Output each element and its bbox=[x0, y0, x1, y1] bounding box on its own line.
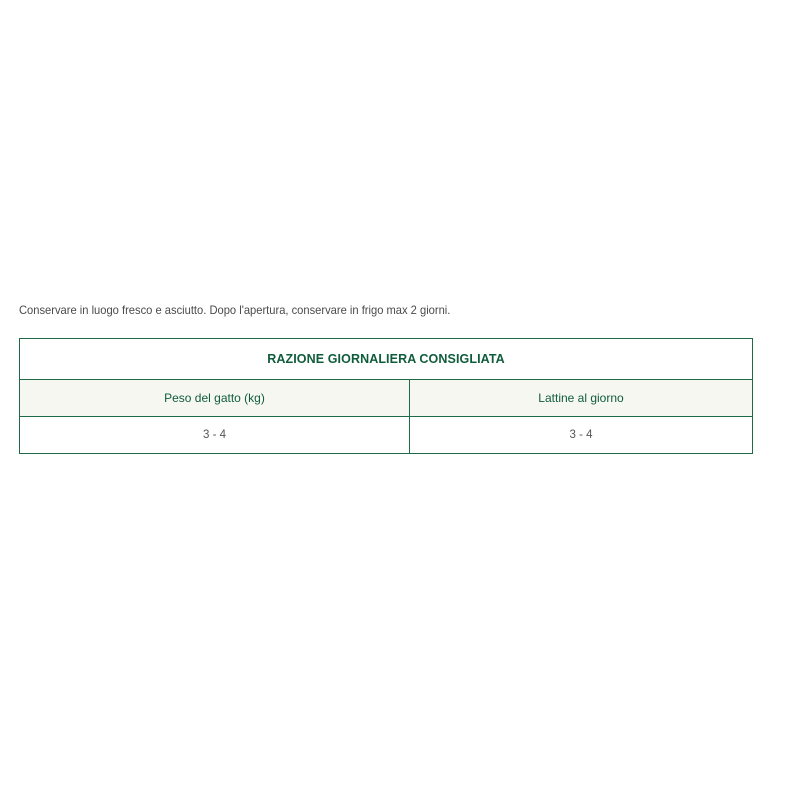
column-header-cans-per-day: Lattine al giorno bbox=[410, 380, 753, 417]
daily-ration-table bbox=[19, 338, 753, 454]
storage-instructions: Conservare in luogo fresco e asciutto. Dopo l'apertura, conservare in frigo max 2 giorni. bbox=[19, 303, 451, 317]
table-title: RAZIONE GIORNALIERA CONSIGLIATA bbox=[20, 339, 753, 380]
column-header-cat-weight: Peso del gatto (kg) bbox=[20, 380, 410, 417]
table-title-row bbox=[20, 339, 753, 380]
cell-cans-per-day: 3 - 4 bbox=[410, 417, 753, 454]
table-row bbox=[20, 417, 753, 454]
table-header-row bbox=[20, 380, 753, 417]
cell-cat-weight: 3 - 4 bbox=[20, 417, 410, 454]
